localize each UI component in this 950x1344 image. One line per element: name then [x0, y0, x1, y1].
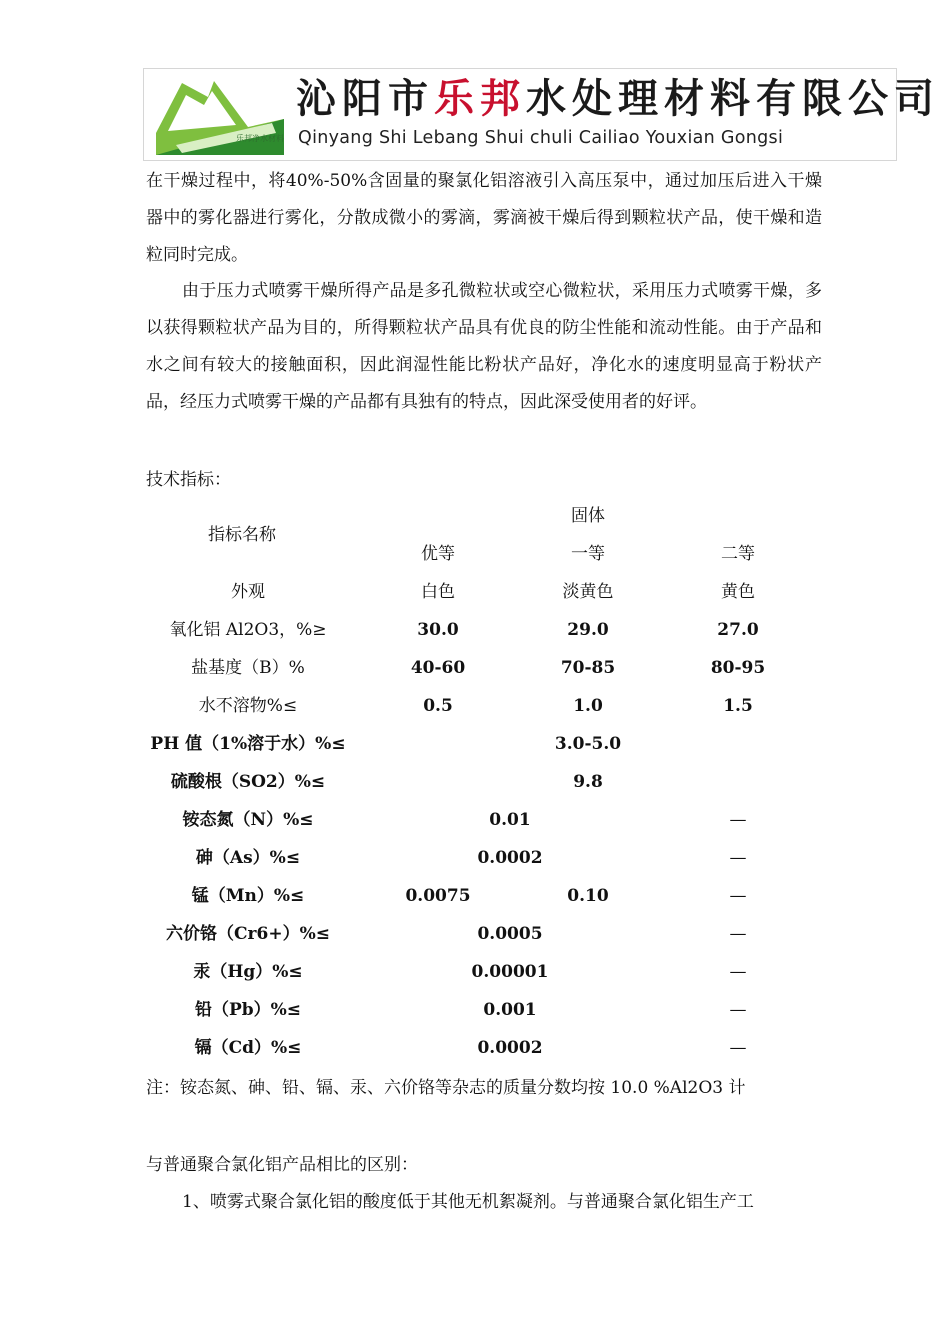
row-name: 锰（Mn）%≤ [191, 886, 305, 906]
row-name: 砷（As）%≤ [195, 848, 301, 868]
row-value-shared: 0.0005 [477, 924, 543, 944]
row-value-er: — [729, 1000, 747, 1020]
row-value-yi: 29.0 [567, 620, 609, 640]
table-header-grade-you: 优等 [421, 544, 455, 564]
company-logo-icon [152, 75, 288, 157]
row-value-shared: 0.0002 [477, 848, 543, 868]
table-header-grade-er: 二等 [721, 544, 755, 564]
company-name-brand: 乐邦 [434, 76, 526, 122]
table-note: 注：铵态氮、砷、铅、镉、汞、六价铬等杂志的质量分数均按 10.0 %Al2O3 计 [146, 1078, 746, 1098]
row-value-yi: 1.0 [573, 696, 603, 716]
row-value-shared: 0.00001 [471, 962, 549, 982]
company-name-part1: 沁阳市 [296, 76, 434, 122]
row-value-yi: 淡黄色 [562, 582, 614, 602]
row-value-er: — [729, 1038, 747, 1058]
company-name-part3: 水处理材料有限公司 [526, 76, 940, 122]
row-value-er: — [729, 810, 747, 830]
row-name: 水不溶物%≤ [198, 696, 298, 716]
row-value-shared: 0.01 [489, 810, 531, 830]
row-value-yi: 9.8 [573, 772, 603, 792]
row-value-yi: 0.10 [567, 886, 609, 906]
row-value-you: 30.0 [417, 620, 459, 640]
row-name: 外观 [231, 582, 265, 602]
row-name: 六价铬（Cr6+）%≤ [166, 924, 330, 944]
row-value-you: 白色 [421, 582, 455, 602]
row-value-er: 黄色 [721, 582, 755, 602]
tech-spec-title: 技术指标： [146, 470, 231, 490]
table-header-group: 固体 [571, 506, 605, 526]
paragraph-drying-process: 在干燥过程中，将40%-50%含固量的聚氯化铝溶液引入高压泵中，通过加压后进入干燥器中的雾化器进行雾化，分散成微小的雾滴，雾滴被干燥后得到颗粒状产品，使干燥和造粒同时完成。 [146, 171, 822, 265]
row-name: 盐基度（B）% [191, 658, 305, 678]
table-header-name: 指标名称 [208, 525, 276, 545]
company-name-chinese [296, 75, 940, 123]
company-name-english: Qinyang Shi Lebang Shui chuli Cailiao Youxian Gongsi [298, 128, 784, 148]
row-name: 铵态氮（N）%≤ [182, 810, 314, 830]
row-name: 氧化铝 Al2O3，%≥ [169, 620, 327, 640]
row-name: 铅（Pb）%≤ [194, 1000, 302, 1020]
row-value-shared: 0.0002 [477, 1038, 543, 1058]
paragraph-pressure-spray: 由于压力式喷雾干燥所得产品是多孔微粒状或空心微粒状，采用压力式喷雾干燥，多以获得颗粒状产品为目的，所得颗粒状产品具有优良的防尘性能和流动性能。由于产品和水之间有较大的接触面积，因此润湿性能比粉状产品好，净化水的速度明显高于粉状产品，经压力式喷雾干燥的产品都有具独有的特点，因此深受使用者的好评。 [146, 281, 822, 412]
row-name: 硫酸根（SO2）%≤ [170, 772, 326, 792]
svg-text:乐邦净水材料: 乐邦净水材料 [236, 134, 284, 143]
row-value-yi: 3.0-5.0 [554, 734, 622, 754]
row-value-er: 80-95 [710, 658, 766, 678]
row-name: 镉（Cd）%≤ [194, 1038, 302, 1058]
row-value-er: 1.5 [723, 696, 753, 716]
row-value-you: 40-60 [410, 658, 466, 678]
row-value-er: — [729, 886, 747, 906]
row-value-er: — [729, 962, 747, 982]
row-value-er: — [729, 848, 747, 868]
row-value-er: 27.0 [717, 620, 759, 640]
row-value-er: — [729, 924, 747, 944]
row-name: PH 值（1%溶于水）%≤ [150, 734, 346, 754]
row-value-you: 0.5 [423, 696, 453, 716]
row-value-you: 0.0075 [405, 886, 471, 906]
row-value-yi: 70-85 [560, 658, 616, 678]
paragraph-comparison-point-1: 1、喷雾式聚合氯化铝的酸度低于其他无机絮凝剂。与普通聚合氯化铝生产工 [182, 1192, 754, 1212]
row-value-shared: 0.001 [483, 1000, 537, 1020]
company-banner [143, 68, 940, 161]
table-header-grade-yi: 一等 [571, 544, 605, 564]
row-name: 汞（Hg）%≤ [193, 962, 303, 982]
compare-title: 与普通聚合氯化铝产品相比的区别： [146, 1155, 418, 1175]
